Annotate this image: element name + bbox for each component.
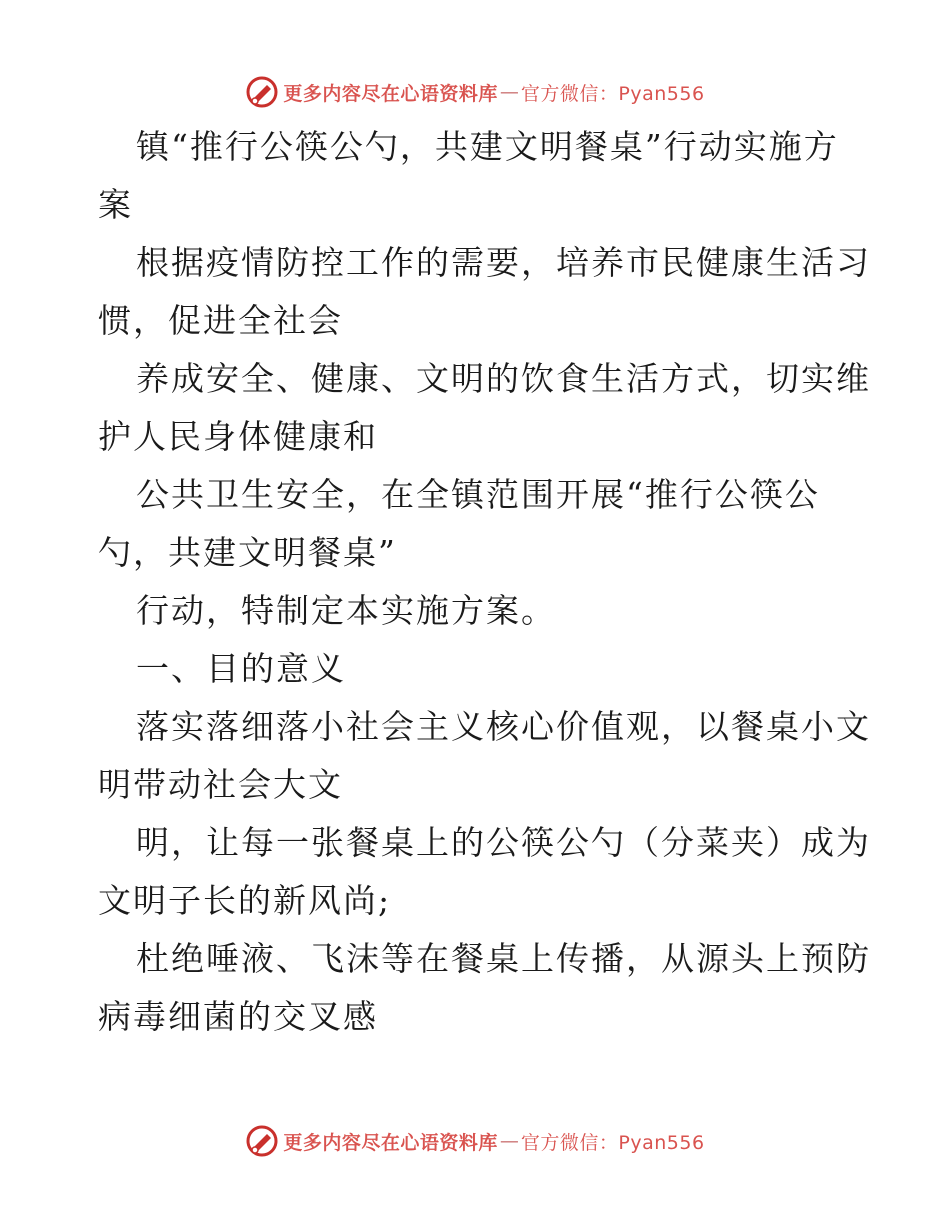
red-circle-pen-logo-icon [245,1124,279,1158]
doc-paragraph-line: 病毒细菌的交叉感 [98,997,378,1036]
banner-slogan: 更多内容尽在心语资料库 [283,82,498,105]
document-body [98,118,871,1046]
doc-paragraph-line: 养成安全、健康、文明的饮食生活方式，切实维 [136,359,871,398]
banner-contact: 官方微信：Pyan556 [520,1131,705,1154]
doc-paragraph-line: 护人民身体健康和 [98,417,378,456]
doc-title-line-2: 案 [98,185,133,224]
doc-paragraph-line: 文明子长的新风尚; [98,881,392,920]
banner-dash: — [499,1130,519,1152]
banner-contact: 官方微信：Pyan556 [520,82,705,105]
doc-paragraph-line: 落实落细落小社会主义核心价值观，以餐桌小文 [136,707,871,746]
red-circle-pen-logo-icon [245,75,279,109]
banner-slogan: 更多内容尽在心语资料库 [283,1131,498,1154]
doc-paragraph-line: 勺，共建文明餐桌” [98,533,397,572]
doc-title-line-1: 镇“推行公筷公勺，共建文明餐桌”行动实施方 [136,127,839,166]
doc-paragraph-line: 明，让每一张餐桌上的公筷公勺（分菜夹）成为 [136,823,871,862]
doc-paragraph-line: 行动，特制定本实施方案。 [136,591,556,630]
header-banner [0,72,950,112]
doc-paragraph-line: 惯，促进全社会 [98,301,343,340]
doc-paragraph-line: 杜绝唾液、飞沫等在餐桌上传播，从源头上预防 [136,939,871,978]
doc-paragraph-line: 明带动社会大文 [98,765,343,804]
doc-section-heading: 一、目的意义 [136,649,346,688]
doc-paragraph-line: 根据疫情防控工作的需要，培养市民健康生活习 [136,243,871,282]
banner-dash: — [499,81,519,103]
doc-paragraph-line: 公共卫生安全，在全镇范围开展“推行公筷公 [136,475,820,514]
footer-banner [0,1121,950,1161]
